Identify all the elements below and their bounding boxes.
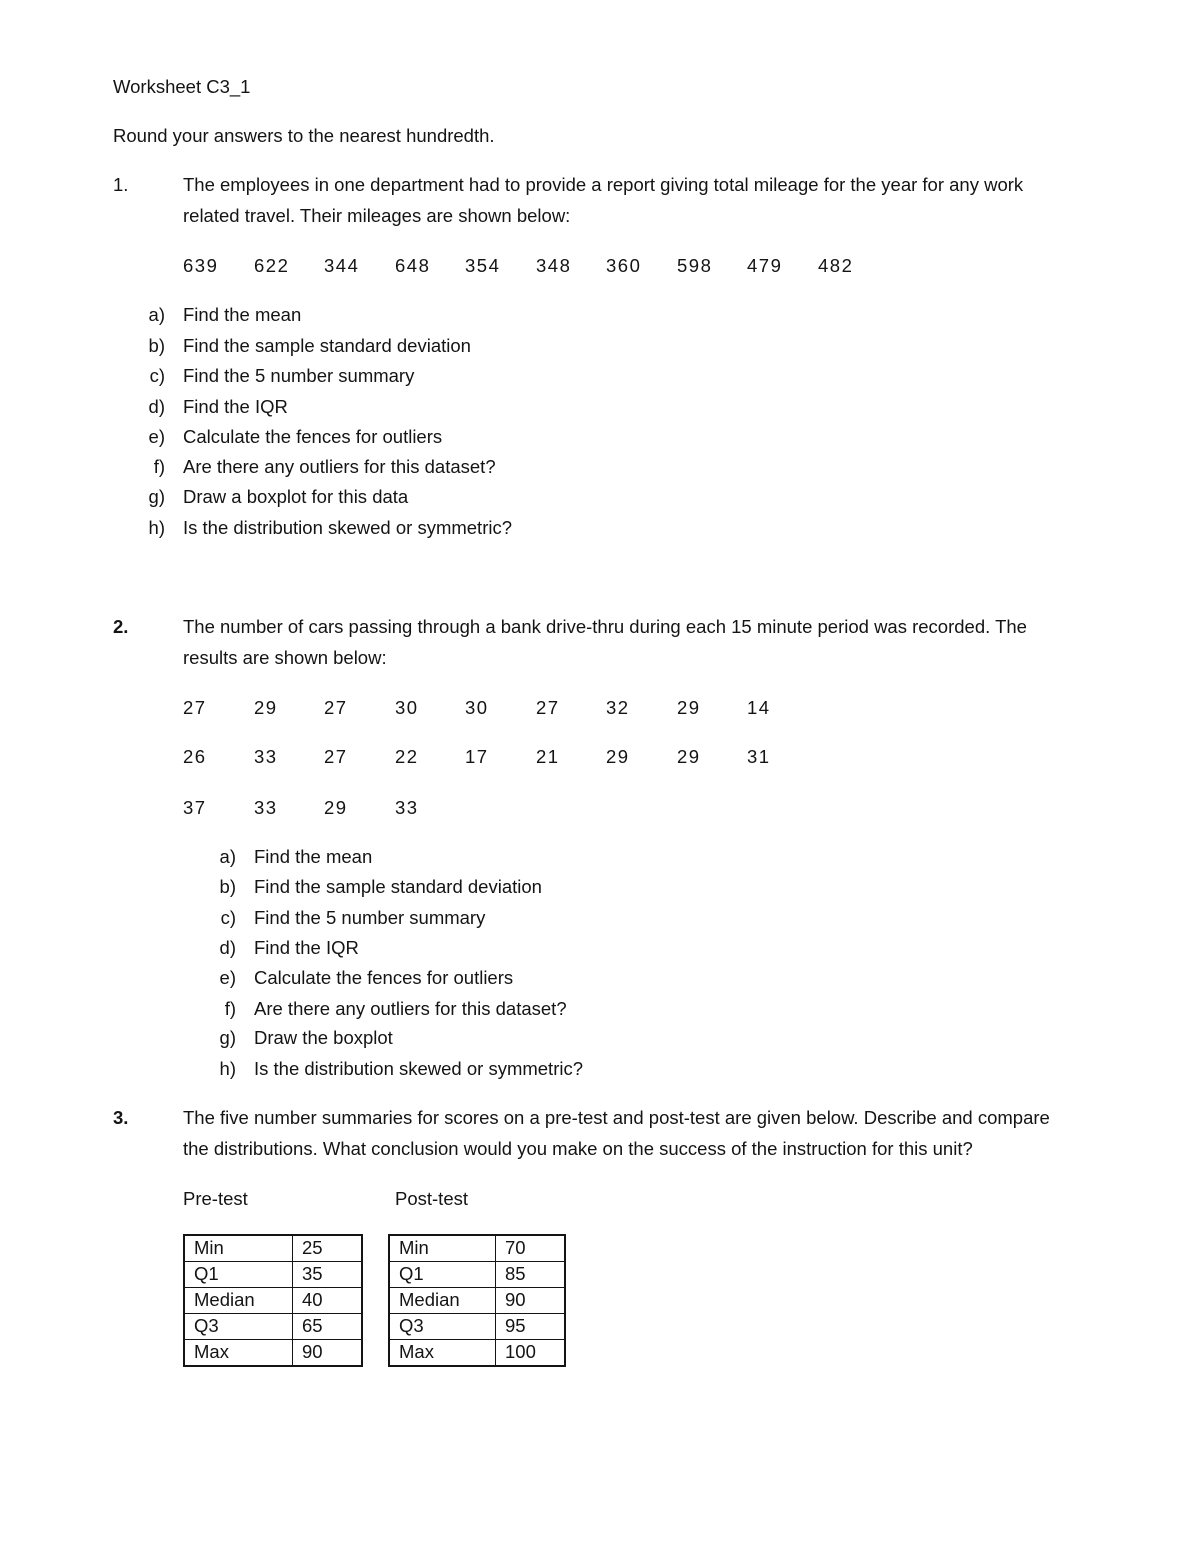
part-text: Find the mean — [183, 304, 302, 325]
post-test-label: Post-test — [395, 1188, 468, 1209]
data-value: 30 — [465, 697, 489, 718]
data-value: 33 — [254, 746, 278, 767]
part-text: Is the distribution skewed or symmetric? — [183, 517, 513, 538]
table-row — [184, 1314, 362, 1340]
part-letter: g) — [219, 1027, 236, 1048]
part-text: Draw the boxplot — [254, 1027, 393, 1048]
question-3-text-line2: the distributions. What conclusion would you make on the success of the instruction for this unit? — [183, 1138, 973, 1159]
stat-name: Max — [184, 1340, 293, 1367]
question-2-number: 2. — [113, 616, 129, 637]
part-letter: b) — [148, 335, 165, 356]
table-row — [389, 1262, 565, 1288]
part-letter: c) — [149, 365, 165, 386]
stat-name: Median — [389, 1288, 496, 1314]
stat-value: 35 — [293, 1262, 363, 1288]
part-letter: a) — [148, 304, 165, 325]
question-1-number: 1. — [113, 174, 129, 195]
stat-value: 90 — [293, 1340, 363, 1367]
part-letter: d) — [219, 937, 236, 958]
data-value: 21 — [536, 746, 560, 767]
stat-name: Q3 — [389, 1314, 496, 1340]
part-letter: f) — [153, 456, 165, 477]
table-row — [184, 1288, 362, 1314]
data-value: 27 — [536, 697, 560, 718]
data-value: 22 — [395, 746, 419, 767]
data-value: 33 — [254, 797, 278, 818]
data-value: 27 — [324, 697, 348, 718]
data-value: 29 — [324, 797, 348, 818]
data-value: 30 — [395, 697, 419, 718]
stat-value: 85 — [496, 1262, 566, 1288]
table-row — [389, 1340, 565, 1367]
table-row — [389, 1235, 565, 1262]
part-text: Draw a boxplot for this data — [183, 486, 409, 507]
data-value: 32 — [606, 697, 630, 718]
data-value: 26 — [183, 746, 207, 767]
question-3-text-line1: The five number summaries for scores on a pre-test and post-test are given below. Describe and compare — [183, 1107, 1050, 1128]
data-value: 27 — [324, 746, 348, 767]
stat-name: Min — [184, 1235, 293, 1262]
stat-value: 100 — [496, 1340, 566, 1367]
data-value: 482 — [818, 255, 854, 276]
part-letter: c) — [220, 907, 236, 928]
stat-value: 25 — [293, 1235, 363, 1262]
data-value: 354 — [465, 255, 501, 276]
question-3-number: 3. — [113, 1107, 129, 1128]
instruction-text: Round your answers to the nearest hundredth. — [113, 125, 495, 146]
data-value: 479 — [747, 255, 783, 276]
table-row — [184, 1340, 362, 1367]
part-letter: h) — [148, 517, 165, 538]
stat-name: Q3 — [184, 1314, 293, 1340]
data-value: 31 — [747, 746, 771, 767]
data-value: 639 — [183, 255, 219, 276]
table-row — [389, 1314, 565, 1340]
part-letter: b) — [219, 876, 236, 897]
data-value: 360 — [606, 255, 642, 276]
part-text: Find the sample standard deviation — [254, 876, 542, 897]
data-value: 29 — [254, 697, 278, 718]
stat-value: 90 — [496, 1288, 566, 1314]
part-letter: f) — [224, 998, 236, 1019]
question-1-text-line1: The employees in one department had to provide a report giving total mileage for the year for any work — [183, 174, 1024, 195]
question-1-text-line2: related travel. Their mileages are shown below: — [183, 205, 571, 226]
data-value: 344 — [324, 255, 360, 276]
pre-test-label: Pre-test — [183, 1188, 248, 1209]
data-value: 29 — [677, 697, 701, 718]
table-row — [184, 1235, 362, 1262]
part-letter: g) — [148, 486, 165, 507]
stat-name: Median — [184, 1288, 293, 1314]
data-value: 33 — [395, 797, 419, 818]
data-value: 348 — [536, 255, 572, 276]
part-text: Are there any outliers for this dataset? — [183, 456, 496, 477]
data-value: 648 — [395, 255, 431, 276]
data-value: 598 — [677, 255, 713, 276]
table-row — [389, 1288, 565, 1314]
stat-value: 95 — [496, 1314, 566, 1340]
stat-name: Max — [389, 1340, 496, 1367]
data-value: 622 — [254, 255, 290, 276]
stat-value: 70 — [496, 1235, 566, 1262]
part-text: Find the sample standard deviation — [183, 335, 471, 356]
stat-name: Min — [389, 1235, 496, 1262]
part-text: Calculate the fences for outliers — [254, 967, 514, 988]
part-letter: d) — [148, 396, 165, 417]
data-value: 37 — [183, 797, 207, 818]
pre-test-summary-table — [183, 1234, 363, 1367]
stat-name: Q1 — [184, 1262, 293, 1288]
part-letter: a) — [219, 846, 236, 867]
part-text: Find the IQR — [254, 937, 359, 958]
part-text: Calculate the fences for outliers — [183, 426, 443, 447]
post-test-summary-table — [388, 1234, 566, 1367]
data-value: 29 — [606, 746, 630, 767]
data-value: 27 — [183, 697, 207, 718]
part-letter: h) — [219, 1058, 236, 1079]
part-text: Find the IQR — [183, 396, 288, 417]
part-text: Find the mean — [254, 846, 373, 867]
question-2-text-line1: The number of cars passing through a bank drive-thru during each 15 minute period was recorded. The — [183, 616, 1027, 637]
stat-name: Q1 — [389, 1262, 496, 1288]
part-text: Find the 5 number summary — [254, 907, 486, 928]
part-letter: e) — [148, 426, 165, 447]
data-value: 17 — [465, 746, 489, 767]
part-text: Are there any outliers for this dataset? — [254, 998, 567, 1019]
question-2-text-line2: results are shown below: — [183, 647, 387, 668]
worksheet-title: Worksheet C3_1 — [113, 76, 251, 97]
stat-value: 65 — [293, 1314, 363, 1340]
data-value: 29 — [677, 746, 701, 767]
table-row — [184, 1262, 362, 1288]
data-value: 14 — [747, 697, 771, 718]
stat-value: 40 — [293, 1288, 363, 1314]
part-text: Find the 5 number summary — [183, 365, 415, 386]
part-text: Is the distribution skewed or symmetric? — [254, 1058, 584, 1079]
part-letter: e) — [219, 967, 236, 988]
